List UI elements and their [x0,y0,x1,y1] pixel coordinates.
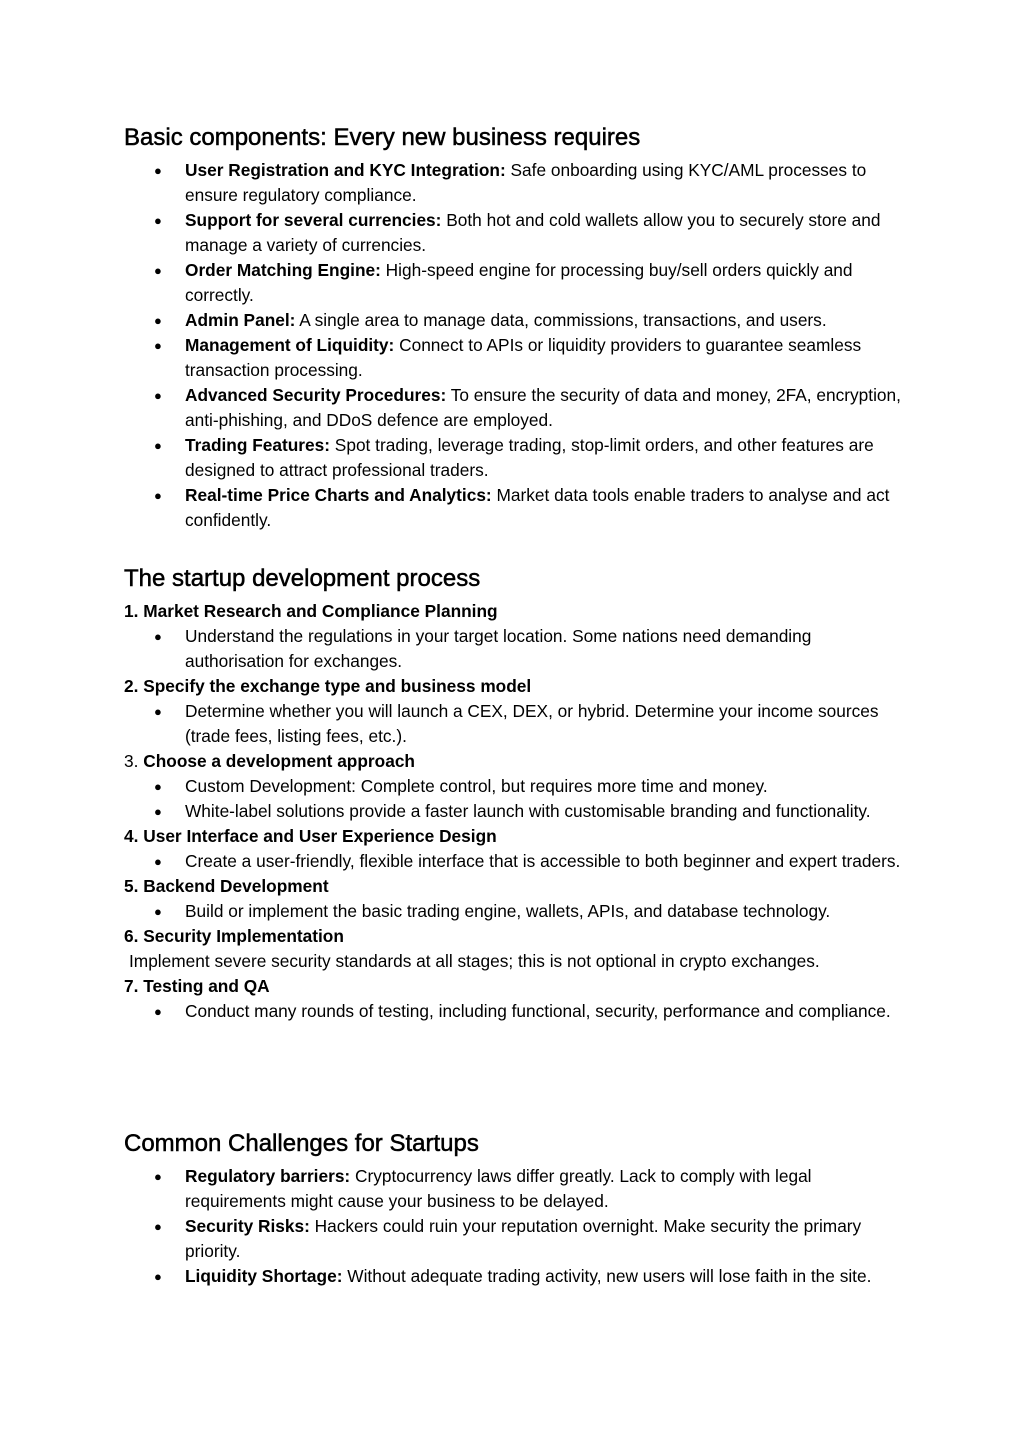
process-section [124,559,904,1024]
components-section [124,118,904,533]
step-number: 6. [124,926,139,946]
list-item: ● White-label solutions provide a faster launch with customisable branding and functionality. [124,799,904,824]
step-heading [124,749,904,774]
list-item [124,158,904,208]
list-item [124,1264,904,1289]
list-item [124,383,904,433]
components-heading: Basic components: Every new business requires [124,124,641,151]
item-label: Advanced Security Procedures: [185,385,447,405]
step-number: 4. [124,826,139,846]
step-heading [124,599,904,624]
item-text: Without adequate trading activity, new users will lose faith in the site. [342,1266,872,1286]
list-item: ● Conduct many rounds of testing, including functional, security, performance and compliance. [124,999,904,1024]
item-label: Liquidity Shortage: [185,1266,343,1286]
list-item: ● Determine whether you will launch a CEX, DEX, or hybrid. Determine your income sources (trade fees, listing fees, etc.). [124,699,904,749]
step-title: Choose a development approach [138,751,415,771]
list-item [124,483,904,533]
item-text: Both hot and cold wallets allow you to securely store and manage a variety of currencies. [185,210,881,255]
step-title: Testing and QA [138,976,270,996]
item-text: Hackers could ruin your reputation overnight. Make security the primary priority. [185,1216,862,1261]
step-heading [124,924,904,949]
item-label: Real-time Price Charts and Analytics: [185,485,492,505]
step-bullets [124,899,904,924]
step-title: Backend Development [138,876,329,896]
item-text: Market data tools enable traders to analyse and act confidently. [185,485,890,530]
list-item [124,1164,904,1214]
list-item: ● Create a user-friendly, flexible interface that is accessible to both beginner and expert traders. [124,849,904,874]
item-label: Support for several currencies: [185,210,442,230]
step-bullets [124,849,904,874]
item-label: Security Risks: [185,1216,310,1236]
list-item: ● Custom Development: Complete control, but requires more time and money. [124,774,904,799]
step-title: Specify the exchange type and business model [138,676,532,696]
item-label: User Registration and KYC Integration: [185,160,506,180]
item-label: Management of Liquidity: [185,335,395,355]
list-item [124,208,904,258]
step-number: 2. [124,676,139,696]
item-text: Cryptocurrency laws differ greatly. Lack to comply with legal requirements might cause your business to be delayed. [185,1166,812,1211]
item-label: Admin Panel: [185,310,296,330]
process-heading: The startup development process [124,565,481,592]
step-number: 3. [124,751,139,771]
step-title: Security Implementation [138,926,344,946]
step-heading [124,674,904,699]
item-text: Connect to APIs or liquidity providers to guarantee seamless transaction processing. [185,335,862,380]
challenges-section [124,1124,904,1289]
step-title: Market Research and Compliance Planning [138,601,498,621]
step-heading [124,824,904,849]
step-heading [124,874,904,899]
item-label: Trading Features: [185,435,330,455]
list-item [124,258,904,308]
step-number: 1. [124,601,139,621]
step-bullets [124,699,904,749]
list-item [124,433,904,483]
item-text: High-speed engine for processing buy/sell orders quickly and correctly. [185,260,853,305]
item-text: A single area to manage data, commissions, transactions, and users. [295,310,827,330]
item-text: Safe onboarding using KYC/AML processes to ensure regulatory compliance. [185,160,867,205]
step-heading [124,974,904,999]
item-label: Regulatory barriers: [185,1166,351,1186]
step-number: 7. [124,976,139,996]
list-item: ● Understand the regulations in your target location. Some nations need demanding authorisation for exchanges. [124,624,904,674]
step-number: 5. [124,876,139,896]
list-item: ● Build or implement the basic trading engine, wallets, APIs, and database technology. [124,899,904,924]
item-text: To ensure the security of data and money, 2FA, encryption, anti-phishing, and DDoS defence are employed. [185,385,901,430]
step-bullets [124,999,904,1024]
components-list [124,158,904,533]
step-title: User Interface and User Experience Design [138,826,497,846]
step-bullets [124,774,904,824]
list-item [124,333,904,383]
challenges-list [124,1164,904,1289]
item-label: Order Matching Engine: [185,260,381,280]
step-paragraph: Implement severe security standards at all stages; this is not optional in crypto exchanges. [129,951,820,971]
list-item [124,1214,904,1264]
document-page [124,118,904,1286]
item-text: Spot trading, leverage trading, stop-limit orders, and other features are designed to attract professional traders. [185,435,874,480]
list-item [124,308,904,333]
challenges-heading: Common Challenges for Startups [124,1130,479,1157]
step-bullets [124,624,904,674]
